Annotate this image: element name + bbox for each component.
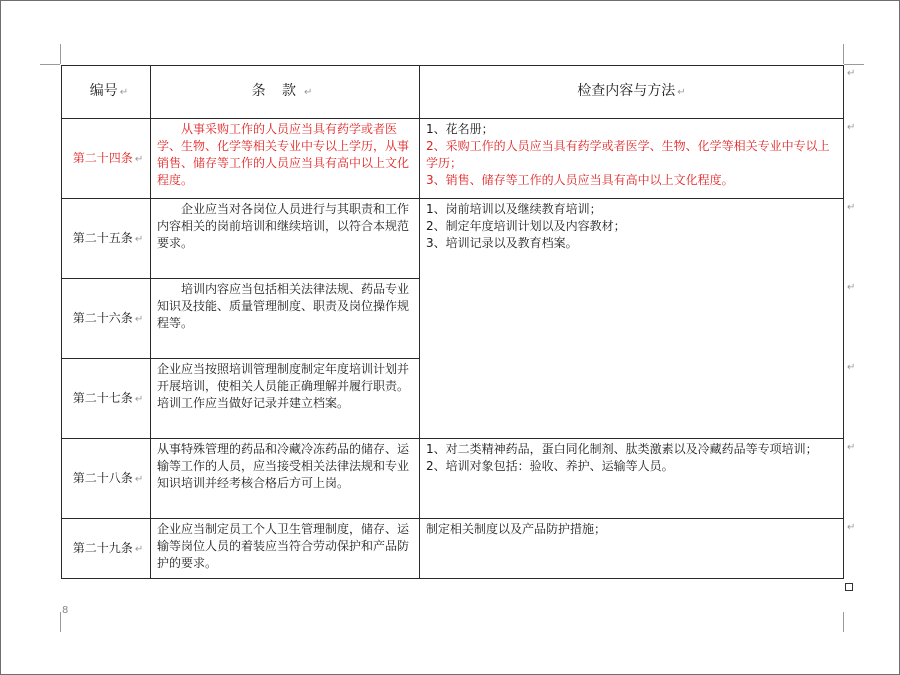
check-content xyxy=(420,119,844,199)
paragraph-mark-icon: ↵ xyxy=(304,87,319,98)
row-end-mark-icon: ↵ xyxy=(847,522,856,533)
table-row xyxy=(62,519,844,579)
check-content xyxy=(420,519,844,579)
clause-text: 从事采购工作的人员应当具有药学或者医学、生物、化学等相关专业中专以上学历，从事销售、储存等工作的人员应当具有高中以上文化程度。 xyxy=(151,119,420,199)
check-item: 2、培训对象包括：验收、养护、运输等人员。 xyxy=(426,459,674,473)
crop-mark-bottom-right-v xyxy=(843,612,844,632)
check-item: 1、岗前培训以及继续教育培训； xyxy=(426,202,602,216)
row-end-mark-icon: ↵ xyxy=(847,282,856,293)
header-check: 检查内容与方法 ↵ xyxy=(420,66,844,119)
row-end-mark-icon: ↵ xyxy=(847,442,856,453)
page-number-mark: 8 xyxy=(62,605,69,616)
row-end-mark-icon: ↵ xyxy=(847,68,856,79)
clause-number: 第二十八条 ↵ xyxy=(62,439,151,519)
check-item: 制定相关制度以及产品防护措施； xyxy=(426,522,607,536)
check-item: 3、销售、储存等工作的人员应当具有高中以上文化程度。 xyxy=(426,173,734,187)
table-row xyxy=(62,439,844,519)
table-header-row xyxy=(62,66,844,119)
row-end-mark-icon: ↵ xyxy=(847,202,856,213)
clause-number: 第二十七条 ↵ xyxy=(62,359,151,439)
clause-text: 培训内容应当包括相关法律法规、药品专业知识及技能、质量管理制度、职责及岗位操作规程等。 xyxy=(151,279,420,359)
clause-text: 从事特殊管理的药品和冷藏冷冻药品的储存、运输等工作的人员，应当接受相关法律法规和专业知识培训并经考核合格后方可上岗。 xyxy=(151,439,420,519)
crop-mark-top-right-h xyxy=(844,64,864,65)
paragraph-mark-icon: ↵ xyxy=(677,87,686,98)
clause-text: 企业应当制定员工个人卫生管理制度，储存、运输等岗位人员的着装应当符合劳动保护和产品防护的要求。 xyxy=(151,519,420,579)
table-row xyxy=(62,119,844,199)
check-item: 2、制定年度培训计划以及内容教材； xyxy=(426,219,626,233)
check-item: 1、花名册； xyxy=(426,122,494,136)
clause-number: 第二十四条 ↵ xyxy=(62,119,151,199)
table-resize-handle[interactable] xyxy=(845,583,853,591)
clause-number: 第二十五条 ↵ xyxy=(62,199,151,279)
paragraph-mark-icon: ↵ xyxy=(119,87,129,98)
clause-number: 第二十六条 ↵ xyxy=(62,279,151,359)
regulation-table xyxy=(61,65,844,579)
check-item: 1、对二类精神药品，蛋白同化制剂、肽类激素以及冷藏药品等专项培训； xyxy=(426,442,818,456)
check-content xyxy=(420,439,844,519)
clause-number: 第二十九条 ↵ xyxy=(62,519,151,579)
table-row xyxy=(62,199,844,279)
crop-mark-bottom-left-v xyxy=(60,612,61,632)
clause-text: 企业应当按照培训管理制度制定年度培训计划并开展培训，使相关人员能正确理解并履行职责。培训工作应当做好记录并建立档案。 xyxy=(151,359,420,439)
crop-mark-top-left-v xyxy=(60,44,61,64)
header-clause: 条 款 ↵ xyxy=(151,66,420,119)
check-item: 2、采购工作的人员应当具有药学或者医学、生物、化学等相关专业中专以上学历； xyxy=(426,139,830,170)
crop-mark-top-right-v xyxy=(843,44,844,64)
row-end-mark-icon: ↵ xyxy=(847,362,856,373)
row-end-mark-icon: ↵ xyxy=(847,122,856,133)
check-content xyxy=(420,199,844,439)
header-number: 编号 ↵ xyxy=(62,66,151,119)
check-item: 3、培训记录以及教育档案。 xyxy=(426,236,578,250)
clause-text: 企业应当对各岗位人员进行与其职责和工作内容相关的岗前培训和继续培训，以符合本规范要求。 xyxy=(151,199,420,279)
crop-mark-top-left-h xyxy=(40,64,60,65)
